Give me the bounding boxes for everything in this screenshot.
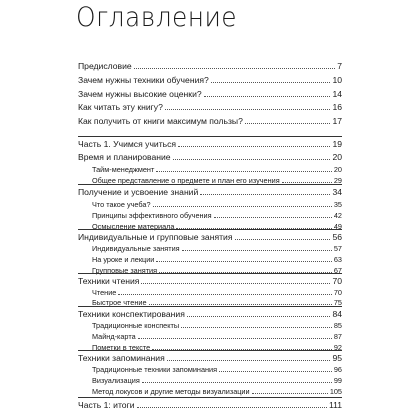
- toc-entry-title: Принципы эффективного обучения: [92, 211, 212, 220]
- toc-entry[interactable]: [78, 288, 342, 297]
- dot-leader: [219, 371, 332, 372]
- toc-entry-title: Техники конспектирования: [78, 309, 185, 319]
- dot-leader: [118, 294, 332, 295]
- toc-page-number: 29: [333, 176, 342, 185]
- toc-entry-title: Часть 1: итоги: [78, 400, 135, 410]
- dot-leader: [204, 96, 331, 97]
- toc-page-number: 70: [332, 276, 342, 286]
- dot-leader: [245, 123, 331, 124]
- toc-entry-title: Традиционные конспекты: [92, 321, 180, 330]
- toc-entry-title: Тайм-менеджмент: [92, 165, 155, 174]
- toc-entry[interactable]: [78, 400, 342, 410]
- toc-entry[interactable]: [78, 255, 342, 264]
- toc-entry-title: Получение и усвоение знаний: [78, 187, 199, 197]
- toc-entry[interactable]: [78, 152, 342, 162]
- toc-entry[interactable]: [78, 165, 342, 174]
- toc-page-number: 70: [333, 288, 342, 297]
- toc-entry[interactable]: [78, 321, 342, 330]
- toc-page-number: 7: [337, 61, 342, 71]
- toc-entry-title: Традиционные техники запоминания: [92, 365, 218, 374]
- dot-leader: [153, 206, 332, 207]
- dot-leader: [282, 182, 332, 183]
- toc-page-number: 42: [333, 211, 342, 220]
- toc-page-number: 16: [332, 102, 342, 112]
- toc-page-number: 10: [332, 75, 342, 85]
- toc-entry[interactable]: [78, 75, 342, 85]
- toc-page-number: 95: [332, 353, 342, 363]
- toc-entry[interactable]: [78, 102, 342, 112]
- toc-page-number: 19: [332, 139, 342, 149]
- toc-page-number: 105: [329, 387, 342, 396]
- toc-entry[interactable]: [78, 332, 342, 341]
- toc-entry-title: Что такое учеба?: [92, 200, 151, 209]
- toc-entry[interactable]: [78, 353, 342, 363]
- toc-page-number: 111: [328, 400, 342, 410]
- dot-leader: [138, 338, 332, 339]
- dot-leader: [178, 146, 330, 147]
- toc-entry[interactable]: [78, 139, 342, 149]
- toc-entry[interactable]: [78, 376, 342, 385]
- dot-leader: [149, 304, 332, 305]
- toc-entry[interactable]: [78, 116, 342, 126]
- dot-leader: [156, 171, 332, 172]
- toc-entry-title: Техники чтения: [78, 276, 140, 286]
- toc-entry-title: На уроке и лекции: [92, 255, 155, 264]
- dot-leader: [142, 382, 332, 383]
- toc-entry[interactable]: [78, 387, 342, 396]
- toc-entry-title: Техники запоминания: [78, 353, 165, 363]
- toc-entry-title: Часть 1. Учимся учиться: [78, 139, 177, 149]
- section-divider: [78, 229, 342, 230]
- toc-page-number: 85: [333, 321, 342, 330]
- section-divider: [78, 136, 342, 137]
- toc-entry[interactable]: [78, 187, 342, 197]
- section-divider: [78, 273, 342, 274]
- toc-page-number: 92: [333, 343, 342, 352]
- toc-entry-title: Индивидуальные и групповые занятия: [78, 232, 233, 242]
- toc-page-number: 17: [332, 116, 342, 126]
- toc-page-number: 14: [332, 89, 342, 99]
- toc-entry[interactable]: [78, 89, 342, 99]
- toc-entry[interactable]: [78, 309, 342, 319]
- dot-leader: [137, 407, 327, 408]
- toc-entry-title: Чтение: [92, 288, 117, 297]
- toc-entry-title: Как читать эту книгу?: [78, 102, 163, 112]
- toc-page-number: 49: [333, 222, 342, 231]
- dot-leader: [252, 393, 328, 394]
- toc-page-number: 84: [332, 309, 342, 319]
- toc-entry-title: Предисловие: [78, 61, 132, 71]
- toc-page-number: 20: [333, 165, 342, 174]
- dot-leader: [167, 360, 331, 361]
- toc-entry-title: Время и планирование: [78, 152, 171, 162]
- toc-entry-title: Осмысление материала: [92, 222, 175, 231]
- toc-entry[interactable]: [78, 61, 342, 71]
- toc-entry-title: Метод локусов и другие методы визуализации: [92, 387, 250, 396]
- toc-page-number: 34: [332, 187, 342, 197]
- toc-page-number: 20: [332, 152, 342, 162]
- toc-entry-title: Пометки в тексте: [92, 343, 151, 352]
- toc-entry-title: Индивидуальные занятия: [92, 244, 180, 253]
- dot-leader: [156, 261, 332, 262]
- toc-entry[interactable]: [78, 232, 342, 242]
- toc-entry-title: Визуализация: [92, 376, 140, 385]
- dot-leader: [214, 217, 332, 218]
- section-divider: [78, 350, 342, 351]
- dot-leader: [200, 194, 330, 195]
- toc-entry[interactable]: [78, 200, 342, 209]
- toc-entry-title: Майнд-карта: [92, 332, 136, 341]
- dot-leader: [134, 68, 336, 69]
- toc-entry-title: Общее представление о предмете и план его изучения: [92, 176, 280, 185]
- toc-entry[interactable]: [78, 276, 342, 286]
- toc-entry[interactable]: [78, 244, 342, 253]
- dot-leader: [181, 327, 332, 328]
- toc-page-number: 56: [332, 232, 342, 242]
- toc-page-number: 57: [333, 244, 342, 253]
- toc-entry-title: Групповые занятия: [92, 266, 158, 275]
- section-divider: [78, 397, 342, 398]
- page-title: Оглавление: [76, 2, 238, 33]
- dot-leader: [235, 239, 331, 240]
- toc-entry-title: Быстрое чтение: [92, 298, 147, 307]
- toc-page-number: 99: [333, 376, 342, 385]
- toc-page-number: 35: [333, 200, 342, 209]
- toc-page-number: 87: [333, 332, 342, 341]
- dot-leader: [187, 316, 331, 317]
- toc-entry-title: Зачем нужны техники обучения?: [78, 75, 209, 85]
- toc-entry[interactable]: [78, 211, 342, 220]
- toc-entry[interactable]: [78, 365, 342, 374]
- toc-page-number: 67: [333, 266, 342, 275]
- toc-page-number: 96: [333, 365, 342, 374]
- toc-page-number: 63: [333, 255, 342, 264]
- dot-leader: [211, 82, 331, 83]
- toc-entry-title: Зачем нужны высокие оценки?: [78, 89, 202, 99]
- section-divider: [78, 306, 342, 307]
- dot-leader: [182, 250, 332, 251]
- toc-entry-title: Как получить от книги максимум пользы?: [78, 116, 243, 126]
- dot-leader: [173, 159, 331, 160]
- dot-leader: [141, 283, 330, 284]
- section-divider: [78, 184, 342, 185]
- toc-page-number: 75: [333, 298, 342, 307]
- dot-leader: [165, 109, 331, 110]
